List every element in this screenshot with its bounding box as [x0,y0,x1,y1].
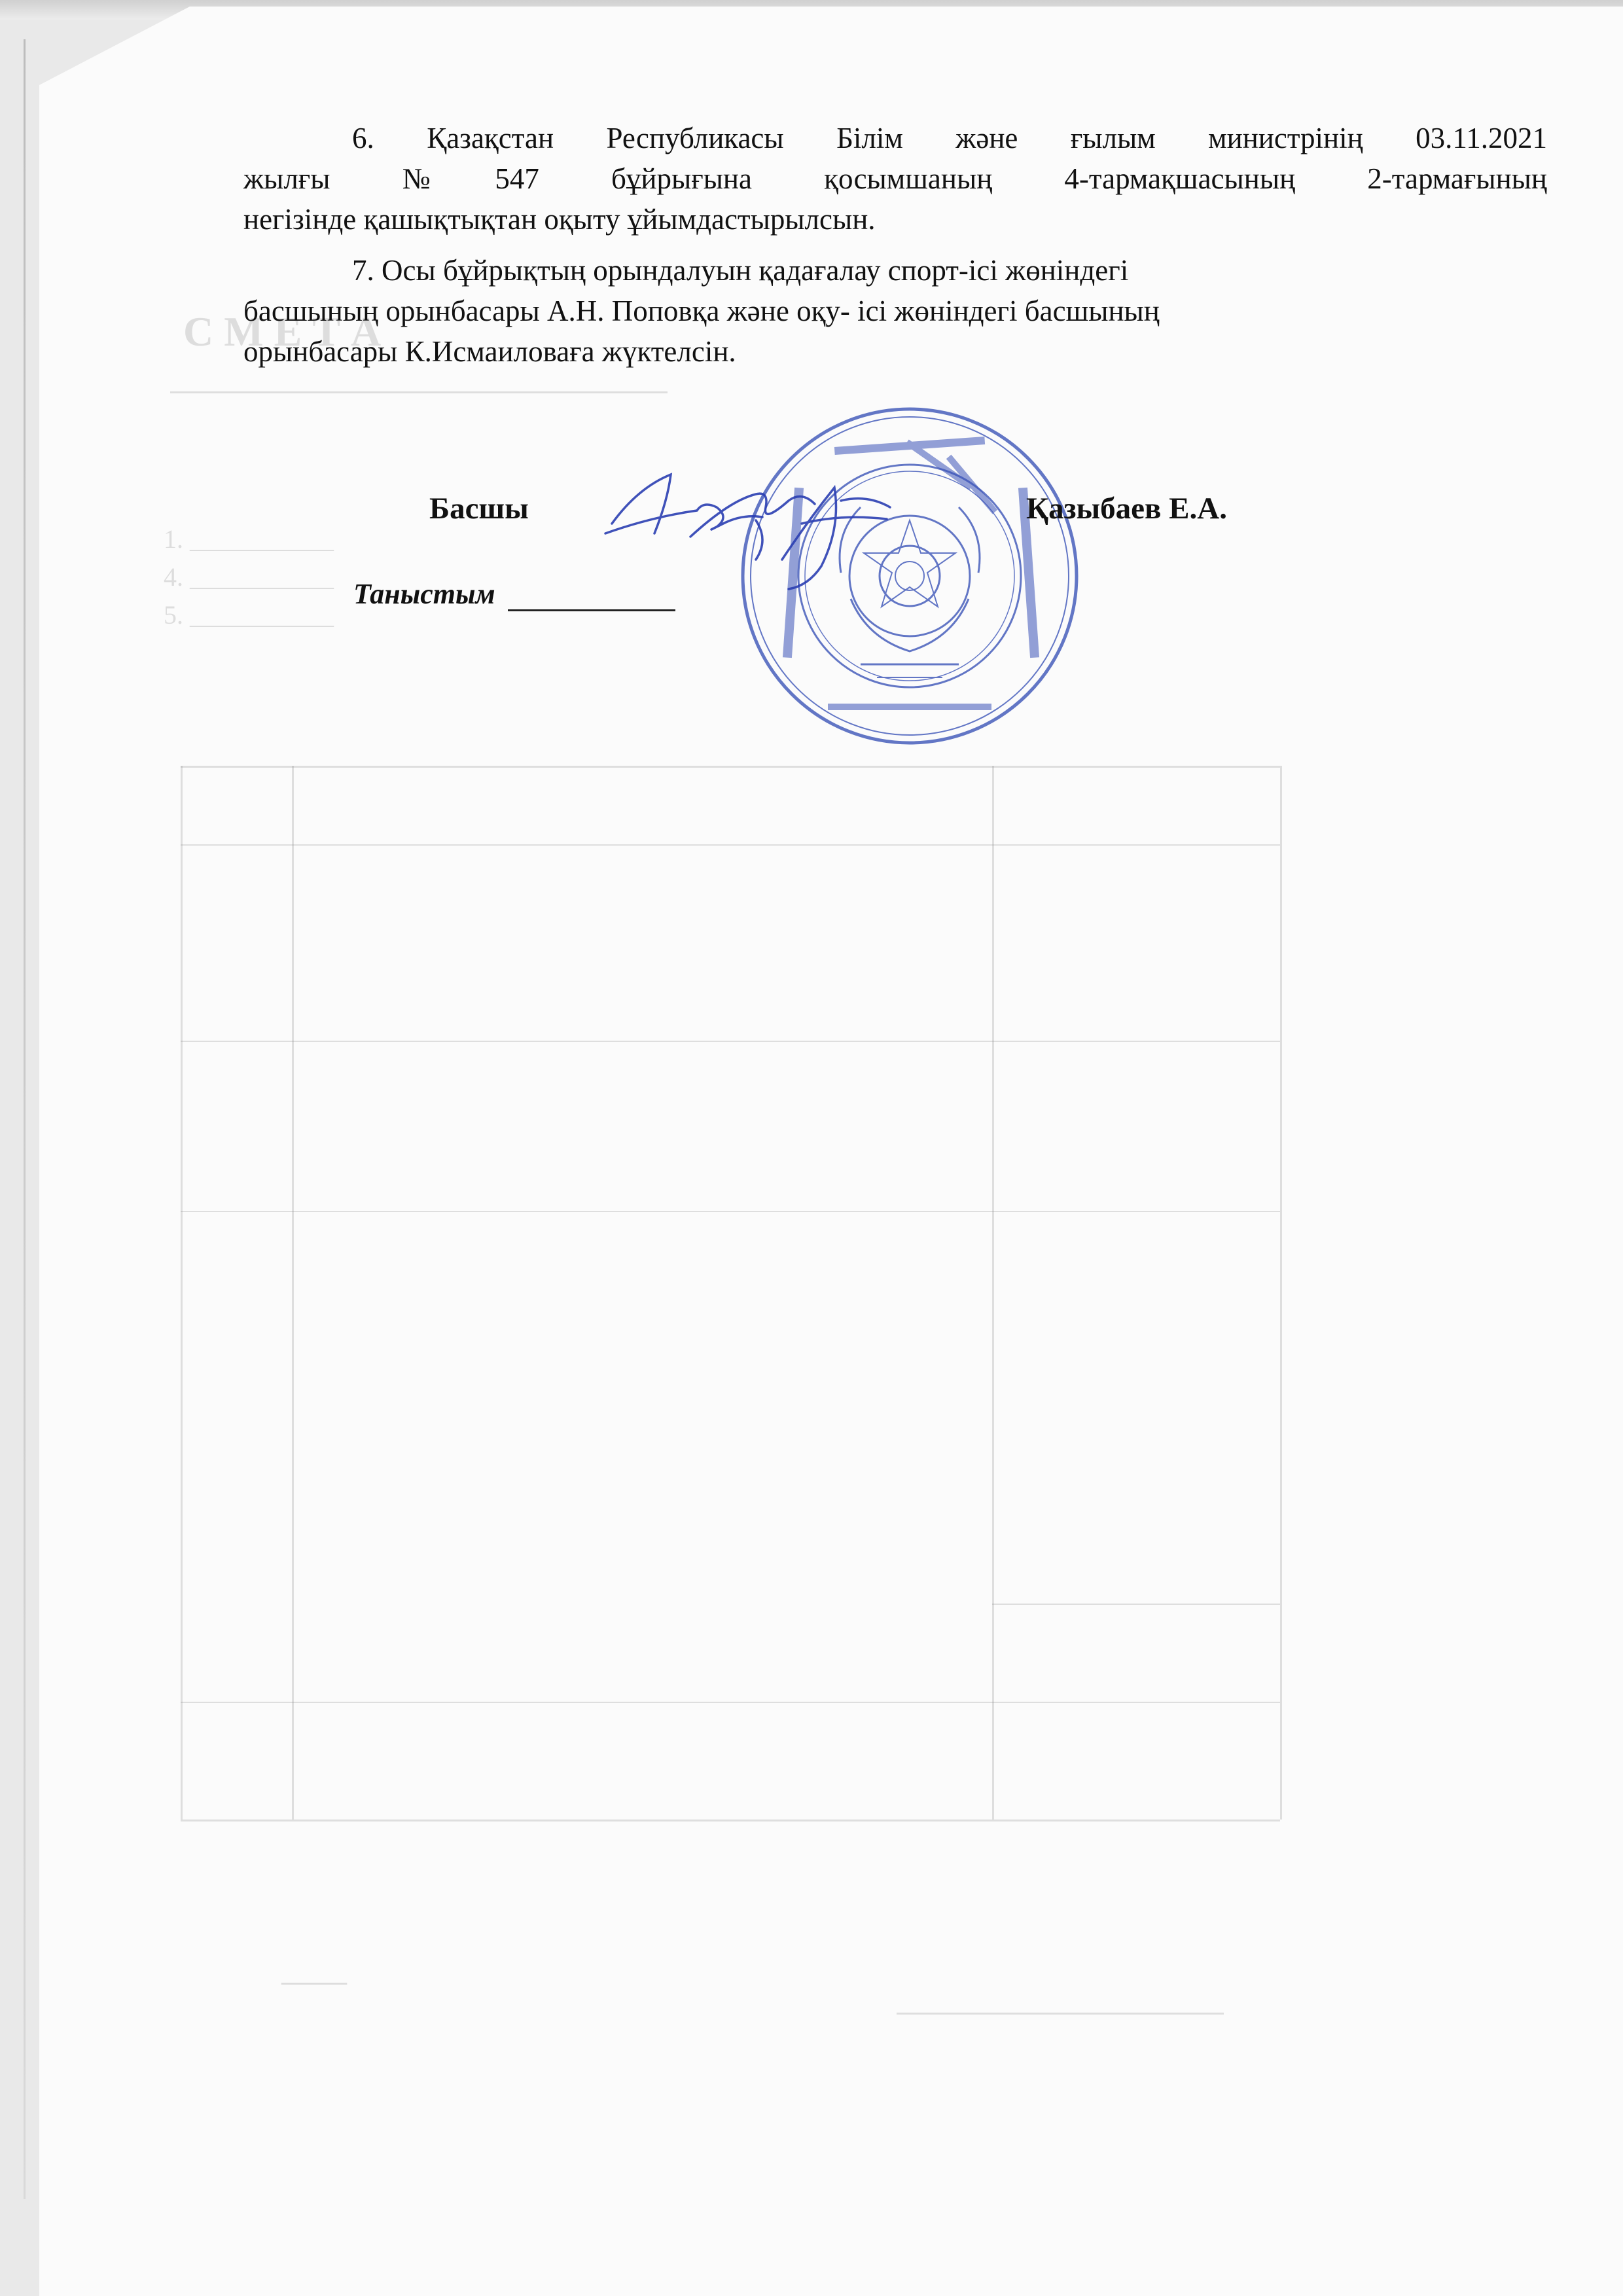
paragraph-line: жылғы №547 бұйрығына қосымшаның 4-тармақшасының 2-тармағының [243,162,1547,195]
bleed-through-row: 1. ___________ [164,524,334,554]
signatory-name: Қазыбаев Е.А. [1026,492,1227,526]
signatory-title: Басшы [429,492,529,526]
paragraph-line: орынбасары К.Исмаиловаға жүктелсін. [243,335,736,368]
acquainted-signature-line [508,609,675,611]
bleed-through-heading: С М Е Т А [183,308,382,355]
paragraph-line: 6. Қазақстан Республикасы Білім және ғылым министрінің 03.11.2021 [352,122,1547,154]
paragraph-6 [243,118,1547,240]
bleed-through-row: 4. ___________ [164,562,334,592]
bleed-through-row: 5. ___________ [164,600,334,630]
page-edge-shadow [24,39,26,2199]
paragraph-line: басшының орынбасары А.Н. Поповқа және оқу- ісі жөніндегі басшының [243,295,1160,327]
signature-row [0,491,1623,543]
paragraph-line: 7. Осы бұйрықтың орындалуын қадағалау спорт-ісі жөніндегі [352,254,1129,287]
acquainted-label: Таныстым [353,578,495,610]
paragraph-7 [243,250,1547,372]
bleed-through-footer: _____ [281,1958,347,1987]
paragraph-line: негізінде қашықтықтан оқыту ұйымдастырылсын. [243,203,876,236]
